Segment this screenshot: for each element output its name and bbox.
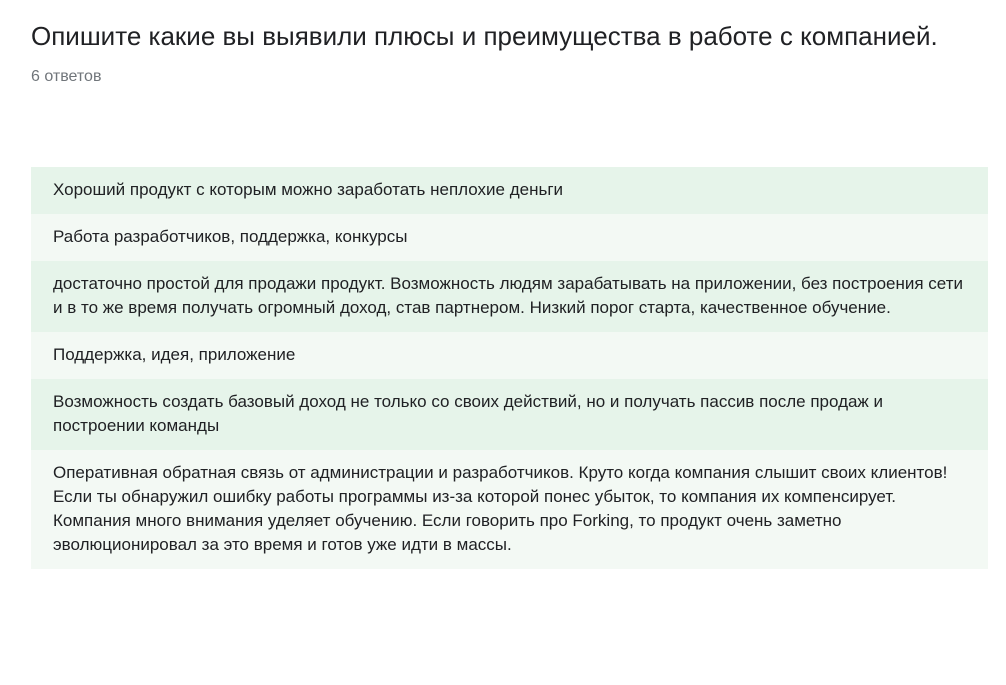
response-list [31, 167, 988, 569]
response-item: Поддержка, идея, приложение [31, 332, 988, 379]
response-item: Работа разработчиков, поддержка, конкурсы [31, 214, 988, 261]
question-header [31, 18, 971, 87]
response-count: 6 ответов [31, 68, 102, 85]
response-item: Оперативная обратная связь от администрации и разработчиков. Круто когда компания слышит своих клиентов! Если ты обнаружил ошибку работы программы из-за которой понес убыток, то компания их компенсирует. Компания много внимания уделяет обучению. Если говорить про Forking, то продукт очень заметно эволюционировал за это время и готов уже идти в массы. [31, 450, 988, 569]
response-item: достаточно простой для продажи продукт. Возможность людям зарабатывать на приложении, без построения сети и в то же время получать огромный доход, став партнером. Низкий порог старта, качественное обучение. [31, 261, 988, 332]
response-item: Возможность создать базовый доход не только со своих действий, но и получать пассив после продаж и построении команды [31, 379, 988, 450]
question-title: Опишите какие вы выявили плюсы и преимущества в работе с компанией. [31, 21, 938, 51]
response-item: Хороший продукт с которым можно заработать неплохие деньги [31, 167, 988, 214]
